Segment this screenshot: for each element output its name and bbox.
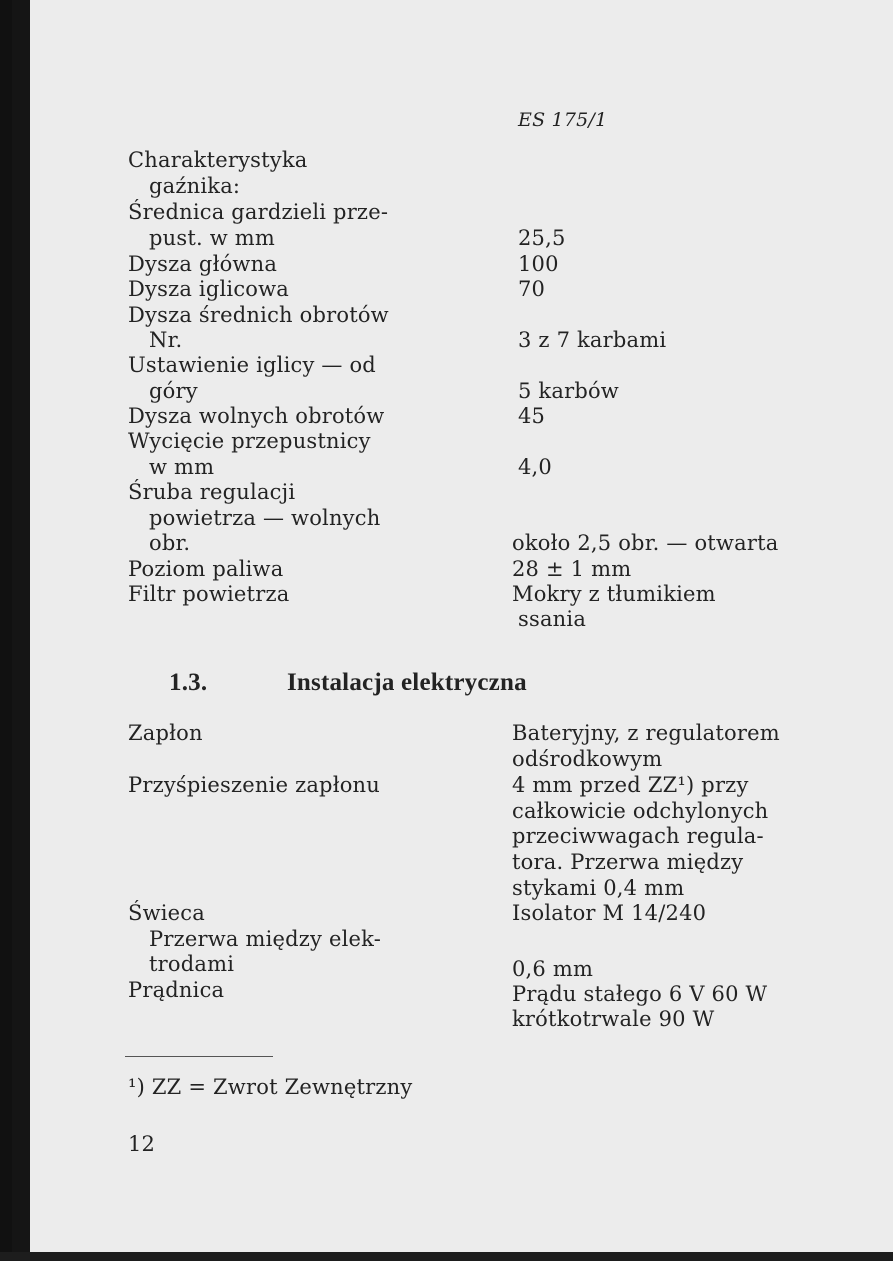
spec-label: obr. <box>149 531 191 555</box>
spec-label: Ustawienie iglicy — od <box>128 353 376 377</box>
spec-value: 4,0 <box>518 455 552 479</box>
spec-label: Charakterystyka <box>128 148 308 172</box>
section-number: 1.3. <box>169 669 208 696</box>
spec-label: Prądnica <box>128 978 225 1002</box>
spec-label: Świeca <box>128 901 205 925</box>
spec-label: trodami <box>149 952 235 976</box>
spec-label: Przyśpieszenie zapłonu <box>128 773 381 797</box>
spec-value: 5 karbów <box>518 379 619 403</box>
footnote: ¹) ZZ = Zwrot Zewnętrzny <box>128 1075 413 1099</box>
spec-value: 4 mm przed ZZ¹) przy <box>512 773 749 797</box>
spec-value: przeciwwagach regula- <box>512 824 764 848</box>
spec-label: Filtr powietrza <box>128 582 290 606</box>
spec-value: około 2,5 obr. — otwarta <box>512 531 779 555</box>
document-page <box>30 0 893 1252</box>
spec-value: całkowicie odchylonych <box>512 799 769 823</box>
page-bottom-edge <box>0 1252 893 1261</box>
spec-value: 70 <box>518 277 546 301</box>
spec-value: ssania <box>518 607 587 631</box>
spec-value: tora. Przerwa między <box>512 850 744 874</box>
spec-label: Zapłon <box>128 721 203 745</box>
spec-value: stykami 0,4 mm <box>512 876 685 900</box>
spec-value: 0,6 mm <box>512 957 594 981</box>
section-title: Instalacja elektryczna <box>287 669 527 696</box>
spec-label: góry <box>149 379 198 403</box>
spec-label: Średnica gardzieli prze- <box>128 200 389 224</box>
spec-value: Bateryjny, z regulatorem <box>512 721 780 745</box>
spec-value: 28 ± 1 mm <box>512 557 632 581</box>
spec-value: 25,5 <box>518 226 566 250</box>
spec-value: Isolator M 14/240 <box>512 901 707 925</box>
spec-label: Śruba regulacji <box>128 480 296 504</box>
spec-label: Poziom paliwa <box>128 557 284 581</box>
spec-value: Mokry z tłumikiem <box>512 582 716 606</box>
spec-value: 100 <box>518 252 559 276</box>
spec-label: gaźnika: <box>149 174 241 198</box>
model-designation: ES 175/1 <box>518 109 608 131</box>
spec-label: Dysza główna <box>128 252 278 276</box>
spec-label: Nr. <box>149 328 183 352</box>
spec-label: w mm <box>149 455 215 479</box>
page-binding-edge <box>12 0 32 1252</box>
page-number: 12 <box>128 1132 156 1156</box>
spec-label: pust. w mm <box>149 226 276 250</box>
footnote-rule <box>125 1056 273 1057</box>
spec-label: powietrza — wolnych <box>149 506 381 530</box>
spec-value: 45 <box>518 404 546 428</box>
spec-value: 3 z 7 karbami <box>518 328 667 352</box>
spec-label: Wycięcie przepustnicy <box>128 429 371 453</box>
spec-value: krótkotrwale 90 W <box>512 1007 715 1031</box>
spec-label: Dysza wolnych obrotów <box>128 404 385 428</box>
spec-label: Dysza iglicowa <box>128 277 290 301</box>
spec-label: Dysza średnich obrotów <box>128 303 389 327</box>
spec-value: Prądu stałego 6 V 60 W <box>512 982 768 1006</box>
spec-label: Przerwa między elek- <box>149 927 381 951</box>
spec-value: odśrodkowym <box>512 747 663 771</box>
